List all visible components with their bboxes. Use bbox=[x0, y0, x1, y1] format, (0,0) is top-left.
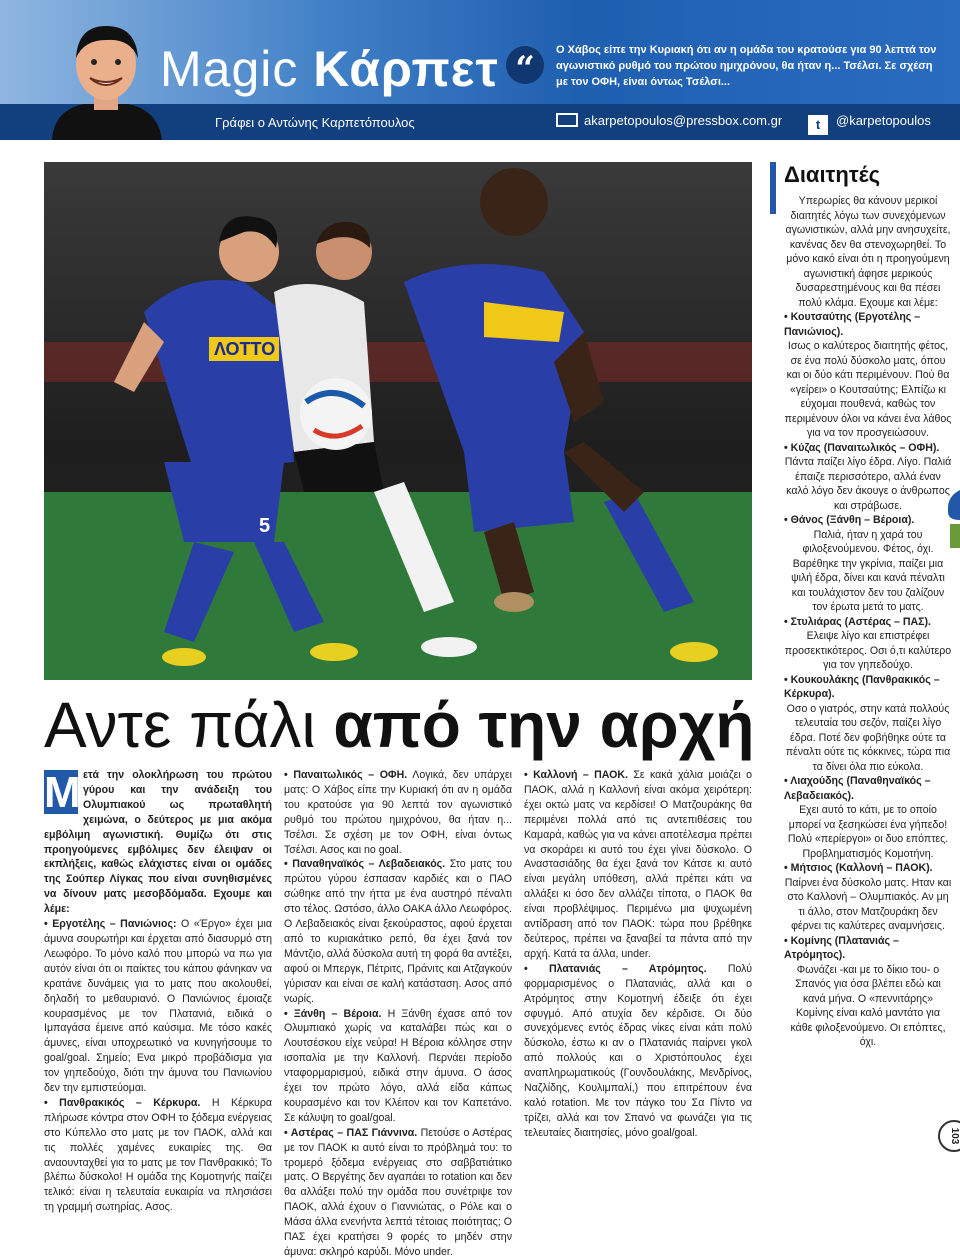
referee-name: • Λιαχούδης (Παναθηναϊκός – Λεβαδειακός). bbox=[784, 775, 931, 802]
kit-number: 5 bbox=[259, 515, 271, 537]
byline: Γράφει ο Αντώνης Καρπετόπουλος bbox=[215, 115, 415, 130]
sidebar-intro: Υπερωρίες θα κάνουν μερικοί διαιτητές λόγω των συνεχόμενων αγωνιστικών, αλλά μην ανησυχείτε, κανένας δεν θα στενοχωρηθεί. Το μόνο κακό είναι ότι η προηγούμενη αγωνιστική άφησε μερικούς δυσαρεστημένους και θα πέσει πολύ κλάμα. Εχουμε και λέμε: bbox=[785, 195, 951, 309]
referee-name: • Στυλιάρας (Αστέρας – ΠΑΣ). bbox=[784, 615, 932, 628]
headline bbox=[44, 689, 755, 761]
header-quote: Ο Χάβος είπε την Κυριακή ότι αν η ομάδα του κρατούσε για 90 λεπτά τον αγωνιστικό ρυθμό του πρώτου ημιχρόνου, θα ήταν η... Τσέλσι. Σε σχέση με τον ΟΦΗ, είναι όντως Τσέλσι... bbox=[556, 44, 937, 88]
match-title: • Πλατανιάς – Ατρόμητος. bbox=[524, 962, 707, 975]
referee-text: Παίρνει ένα δύσκολο ματς. Ηταν και στο Καλλονή – Ολυμπιακός. Αν μη τι άλλο, στον Ματζουράκη δεν φέρνει τις καλύτερες αναμνήσεις. bbox=[784, 876, 952, 932]
match-title: • Ξάνθη – Βέροια. bbox=[284, 1007, 382, 1020]
match-text: Σε κακά χάλια μοιάζει ο ΠΑΟΚ, αλλά η Καλλονή είναι ακόμα χειρότερη: έχει οκτώ ματς να κερδίσει! Ο Ματζουράκης θα περιμένει πολλά από τις αντεπιθέσεις του Καμαρά, καθώς για να κάνει αποτέλεσμα πρέπει να σκοράρει κι αυτό του έχει γίνει δύσκολο. Ο Αναστασιάδης θα έχει ξανά τον Κάτσε κι αυτό είναι μεγάλη υπόθεση, αλλά πρέπει κάτι να αλλάξει κι όσο δεν αλλάζει τίποτα, ο ΠΑΟΚ θα είναι προβλέψιμος. Περιμένω μια ψυχωμένη αντίδραση από τον ΠΑΟΚ: τώρα που βρέθηκε δεύτερος, πρέπει να ξαναβεί τα πάντα από την αρχή. Κατά τα άλλα, under. bbox=[524, 769, 752, 960]
column-brand bbox=[160, 40, 499, 98]
sidebar-text bbox=[784, 194, 952, 1050]
match-title: • Πανθρακικός – Κέρκυρα. bbox=[44, 1096, 201, 1109]
referee-name: • Κύζας (Παναιτωλικός – ΟΦΗ). bbox=[784, 441, 940, 454]
twitter-icon: t bbox=[808, 115, 828, 135]
referee-name: • Κομίνης (Πλατανιάς – Ατρόμητος). bbox=[784, 934, 899, 961]
referee-text: Παλιά, ήταν η χαρά του φιλοξενούμενου. Φέτος, όχι. Βαρέθηκε την γκρίνια, παίζει μια ψιλή έδρα, δίνει και κανά πέναλτι και τουλάχιστον δεν του ζαλίζουν τον έρωτα μετά το ματς. bbox=[791, 528, 945, 613]
article-column-3 bbox=[524, 768, 752, 1141]
match-title: • Καλλονή – ΠΑΟΚ. bbox=[524, 769, 628, 781]
players-illustration bbox=[44, 162, 752, 680]
email-contact bbox=[556, 113, 782, 128]
referee-text: Ελειψε λίγο και επιστρέφει προσεκτικότερος. Οσι ό,τι καλύτερο για τον γηπεδούχο. bbox=[784, 630, 952, 671]
shirt-sponsor: ΛΟΤΤΟ bbox=[214, 339, 276, 359]
match-title: • Παναιτωλικός – ΟΦΗ. bbox=[284, 769, 408, 781]
headline-bold: από την αρχή bbox=[333, 689, 755, 761]
email-address: akarpetopoulos@pressbox.com.gr bbox=[584, 113, 783, 128]
twitter-contact bbox=[808, 113, 931, 135]
twitter-handle: @karpetopoulos bbox=[836, 113, 931, 128]
referee-text: Οσο ο γιατρός, στην κατά πολλούς τελευταία του σεζόν, παίζει λίγο έδρα. Ποτέ δεν φοβήθηκε ούτε τα πέναλτι ούτε τις κόκκινες, τώρα πια τα δίνει όλα πιο εύκολα. bbox=[785, 702, 951, 773]
brand-light: Magic bbox=[160, 41, 314, 97]
match-title: • Εργοτέλης – Πανιώνιος: bbox=[44, 918, 177, 931]
author-avatar bbox=[44, 18, 168, 140]
column-header bbox=[0, 0, 960, 140]
article-column-2 bbox=[284, 768, 512, 1260]
match-text: Στο ματς του πρώτου γύρου έσπασαν καρδιές και ο ΠΑΟ σώθηκε από την ήττα με ένα αυστηρό πέναλτι στο τέλος. Ωστόσο, άλλο ΟΑΚΑ άλλο Λεωφόρος. Ο Λεβαδειακός είναι ξεκούραστος, αφού έρχεται από το κυριακάτικο ρεπό, θα έχει ξανά τον Μάντζιο, αλλά δύσκολα αυτή τη φορά θα αντέξει, αφού οι Μπεργκ, Πέτριτς, Πράνιτς και Ατζαγκούν γύρισαν και είναι σε καλή κατάσταση. Ασος από νωρίς. bbox=[284, 858, 512, 1005]
quote-icon: “ bbox=[506, 46, 544, 84]
article-intro: ετά την ολοκλήρωση του πρώτου γύρου και την ανάδειξη του Ολυμπιακού ως πρωταθλητή χειμώνα, ο δεύτερος με μια ακόμα εμβόλιμη αγωνιστική. Θυμίζω ότι στις προηγούμενες εμβόλιμες δεν έλειψαν οι εκπλήξεις, καθώς ελάχιστες είναι οι ομάδες της Σούπερ Λίγκας που είναι συνηθισμένες να δίνουν ματς μεσοβδόμαδα. Εχουμε και λέμε: bbox=[44, 769, 272, 916]
referee-name: • Θάνος (Ξάνθη – Βέροια). bbox=[784, 514, 915, 526]
match-text: Η Ξάνθη έχασε από τον Ολυμπιακό χωρίς να καταλάβει πώς και ο Λουτσέσκου είχε νεύρα! Η Βέροια κόλλησε στην ισοπαλία με την Καλλονή. Περνάει περίοδο νταφορμαρισμού, ειδικά στην άμυνα. Ο άσος έχει τον πρώτο λόγο, αλλά είδα κάπως κουρασμένο και τον Κλέιτον και τον Καπετάνο. Σε κάλυψη το goal/goal. bbox=[284, 1007, 512, 1124]
envelope-icon bbox=[556, 113, 578, 127]
referee-text: Ισως ο καλύτερος διαιτητής φέτος, σε ένα πολύ δύσκολο ματς, όπου και οι δύο κάτι περιμένουν. Πού θα «γείρει» ο Κουτσαύτης; Ελπίζω κι εύχομαι πουθενά, καθώς τον περιμένουν όλοι να κάνει ένα λάθος για να τον προσγειώσουν. bbox=[784, 340, 952, 439]
referee-text: Φωνάζει -και με το δίκιο του- ο Σπανός για όσα βλέπει εδώ και κανά μήνα. Ο «πεννιτάρης» Κομίνης είναι καλό μαντάτο για κάθε φιλοξενούμενο. Οι επόπτες, όχι. bbox=[790, 963, 946, 1048]
referee-name: • Μήτσιος (Καλλονή – ΠΑΟΚ). bbox=[784, 862, 933, 874]
referee-text: Εχει αυτό το κάτι, με το οποίο μπορεί να ξεσηκώσει ένα γήπεδο! Πολύ «περίεργοι» οι δυο επόπτες. Προβληματισμός Κομοτήνη. bbox=[787, 804, 949, 860]
brand-bold: Κάρπετ bbox=[313, 41, 499, 97]
match-text: Πετούσε ο Αστέρας με τον ΠΑΟΚ κι αυτό είναι το πρόβλημά του: το τρομερό ξόδεμα ενέργειας στο σαββατιάτικο ματς. Ο Βεργέτης δεν αγαπάει το rotation και δεν θα αλλάξει πολύ την ομάδα που συνέτριψε τον ΠΑΟΚ, αλλά έχουν ο Γιαννιώτας, ο Ρόλε και ο Μάσα άλλα ενενήντα λεπτά τέτοιας ποιότητας; Ο ΠΑΣ έχει κρατήσει 9 φορές το μηδέν στην άμυνα: σκληρό καρύδι. Μόνο under. bbox=[284, 1126, 512, 1258]
match-text: Ο «Έργο» έχει μια άμυνα σουρωτήρι και έρχεται από διασυρμό στη Λεωφόρο. Το μόνο καλό που μπορώ να πω για αυτόν είναι ότι οι παίκτες του κάπου φάνηκαν να κρατάνε δυνάμεις για το ματς που ακολουθεί, δηλαδή το μεθαυριανό. Ο Πανιώνιος έμοιαζε κουρασμένος με τον Πλατανιά, ειδικά ο Ιμπαγάσα έμεινε από καύσιμα. Με τόσο κακές άμυνες, είναι υποχρεωτικό να κυνηγήσουμε το goal/goal. Σημείο; Ενα μικρό προβάδισμα για τον γηπεδούχο, διότι την άμυνα του Πανιωνίου δεν την εμπιστεύομαι. bbox=[44, 918, 272, 1095]
page-number: 103 bbox=[938, 1120, 960, 1152]
referee-name: • Κουτσαύτης (Εργοτέλης – Πανιώνιος). bbox=[784, 311, 921, 338]
match-text: Λογικά, δεν υπάρχει ματς: Ο Χάβος είπε την Κυριακή ότι αν η ομάδα του κρατούσε για 90 λεπτά τον αγωνιστικό ρυθμό του πρώτου ημιχρόνου, θα ήταν η... Τσέλσι. Σε σχέση με τον ΟΦΗ, είναι όντως Τσέλσι. Ασος και no goal. bbox=[284, 769, 512, 856]
match-title: • Παναθηναϊκός – Λεβαδειακός. bbox=[284, 858, 446, 871]
match-text: Η Κέρκυρα πλήρωσε κόντρα στον ΟΦΗ το ξόδεμα ενέργειας στο Κύπελλο στο ματς με τον ΠΑΟΚ, αλλά και τις πολλές χαμένες ευκαιρίες της. Θα αναουνταχθεί για το ματς με τον Πανθρακικό; Το βλέπω δύσκολο! Η ομάδα της Κομοτηνής παίζει τελικό: είναι η τελευταία ευκαιρία να πλησιάσει τη γραμμή σωτηρίας. Ασος. bbox=[44, 1096, 273, 1214]
article-body bbox=[44, 768, 752, 1258]
match-text: Πολύ φορμαρισμένος ο Πλατανιάς, αλλά και ο Ατρόμητος στην Κομοτηνή έδειξε ότι έχει σφυγμό. Από ατυχία δεν κέρδισε. Οι δύο συνεχόμενες εντός έδρας νίκες είναι κάτι πολύ δύσκολο, έστω κι αν ο Πλατανιάς παίρνει γκολ από πολλούς και ο Χριστόπουλος έχει αναπληρωματικούς (Γουνδουλάκης, Μενδρίνος, Ναζλίδης, Κουλιμπαλί,) που επιτρέπουν ένα καλό rotation. Με τον πάγκο του Σα Πίντο να τρίζει, αλλά και τον Σπανό να φωνάζει για τις τελευταίες διαιτησίες, μόνο goal/goal. bbox=[524, 962, 752, 1139]
dropcap: Μ bbox=[44, 768, 81, 817]
headline-light: Αντε πάλι bbox=[44, 689, 334, 761]
referee-name: • Κουκουλάκης (Πανθρακικός – Κέρκυρα). bbox=[784, 673, 940, 700]
page-edge-tab bbox=[948, 490, 960, 550]
referee-text: Πάντα παίζει λίγο έδρα. Λίγο. Παλιά έπαιζε περισσότερο, αλλά έναν καλό λόγο δεν άκουγε ο άνθρωπος και στράβωσε. bbox=[784, 456, 952, 512]
match-photo bbox=[44, 162, 752, 680]
referees-sidebar bbox=[770, 162, 960, 1213]
sidebar-accent bbox=[770, 162, 776, 214]
article-column-1 bbox=[44, 768, 272, 1215]
sidebar-title: Διαιτητές bbox=[784, 162, 881, 187]
match-title: • Αστέρας – ΠΑΣ Γιάννινα. bbox=[284, 1126, 418, 1139]
